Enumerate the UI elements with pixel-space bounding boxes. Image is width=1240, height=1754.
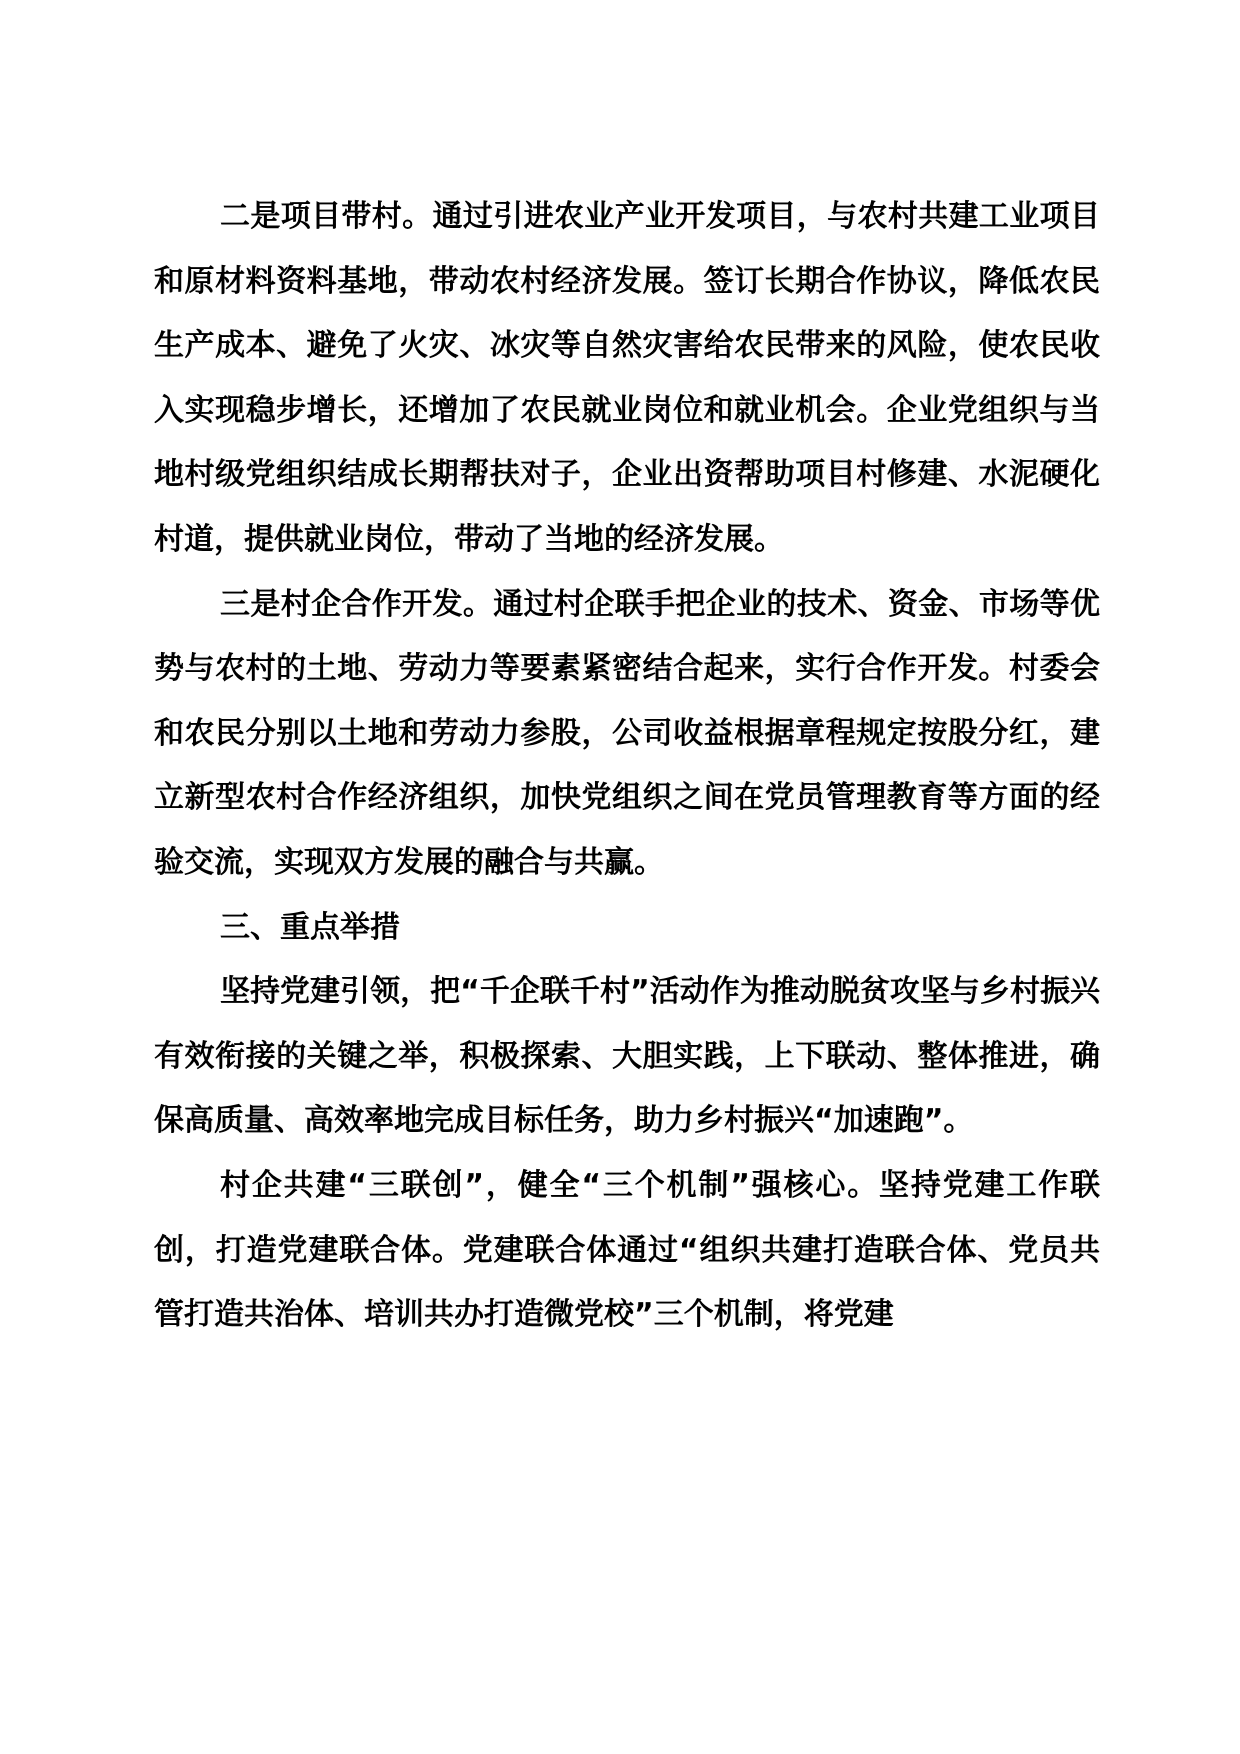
paragraph-party-building-leads: 坚持党建引领，把“千企联千村”活动作为推动脱贫攻坚与乡村振兴有效衔接的关键之举，积极探索、大胆实践，上下联动、整体推进，确保高质量、高效率地完成目标任务，助力乡村振兴“加速跑”。 bbox=[154, 974, 1100, 1139]
document-body bbox=[154, 185, 1100, 1348]
paragraph-three-joint-creation: 村企共建“三联创”，健全“三个机制”强核心。坚持党建工作联创，打造党建联合体。党建联合体通过“组织共建打造联合体、党员共管打造共治体、培训共办打造微党校”三个机制，将党建 bbox=[154, 1167, 1100, 1333]
paragraph-project-drives-village: 二是项目带村。通过引进农业产业开发项目，与农村共建工业项目和原材料资料基地，带动农村经济发展。签订长期合作协议，降低农民生产成本、避免了火灾、冰灾等自然灾害给农民带来的风险，使农民收入实现稳步增长，还增加了农民就业岗位和就业机会。企业党组织与当地村级党组织结成长期帮扶对子，企业出资帮助项目村修建、水泥硬化村道，提供就业岗位，带动了当地的经济发展。 bbox=[154, 199, 1100, 557]
paragraph-village-enterprise-cooperation: 三是村企合作开发。通过村企联手把企业的技术、资金、市场等优势与农村的土地、劳动力等要素紧密结合起来，实行合作开发。村委会和农民分别以土地和劳动力参股，公司收益根据章程规定按股分红，建立新型农村合作经济组织，加快党组织之间在党员管理教育等方面的经验交流，实现双方发展的融合与共赢。 bbox=[154, 586, 1100, 880]
section-heading-key-measures: 三、重点举措 bbox=[220, 909, 400, 945]
